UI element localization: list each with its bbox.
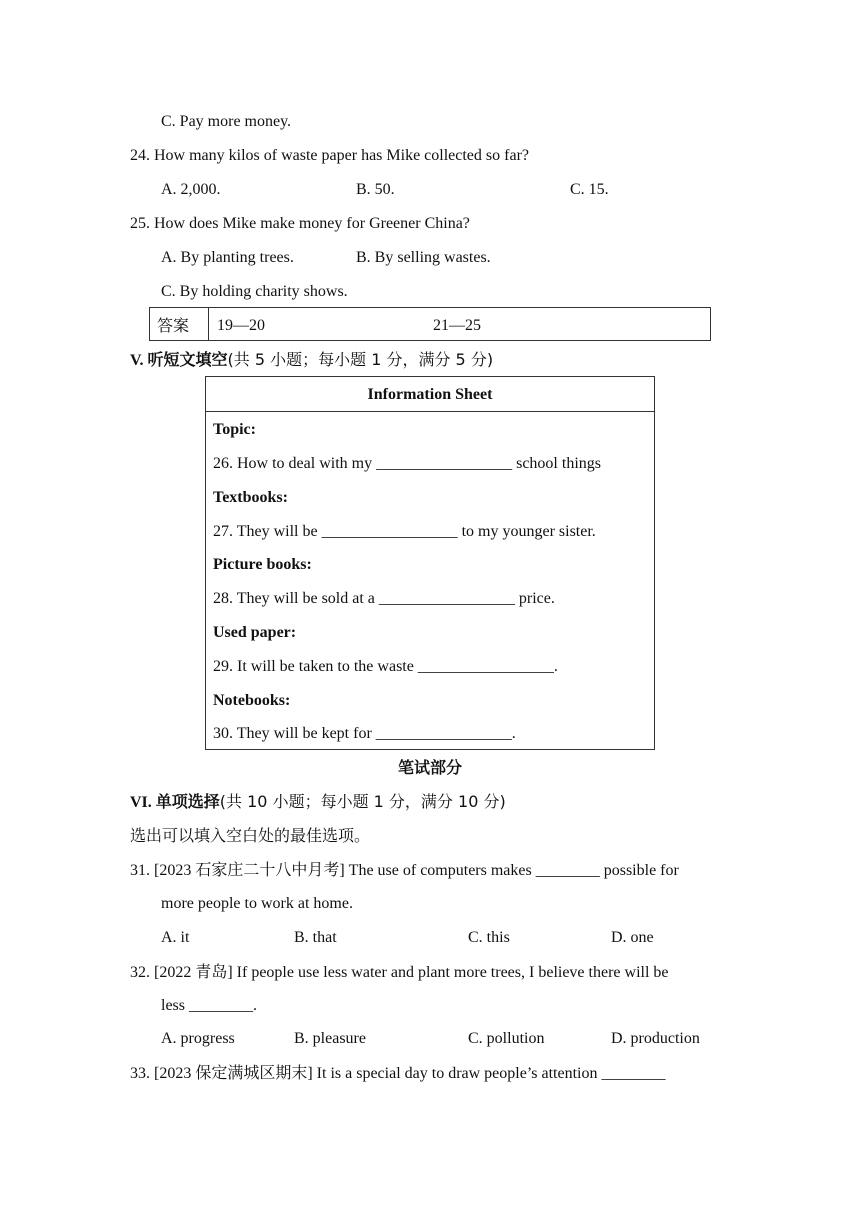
q31-option-b: B. that — [294, 929, 337, 946]
q33-source: 保定满城区期末 — [195, 1063, 308, 1082]
q24-option-c: C. 15. — [570, 181, 609, 198]
q28-blank-line: 28. They will be sold at a _________________ price. — [213, 590, 555, 607]
q23-option-c: C. Pay more money. — [161, 113, 292, 130]
q33-stem-text: ] It is a special day to draw people’s attention ________ — [307, 1065, 666, 1082]
answer-range-19-20: 19—20 — [217, 317, 265, 334]
q25-option-c: C. By holding charity shows. — [161, 283, 348, 300]
information-sheet-title: Information Sheet — [367, 386, 493, 403]
answer-table-divider — [208, 308, 209, 340]
topic-label: Topic: — [213, 421, 256, 438]
section-5-number: V. — [130, 352, 144, 369]
q25-option-a: A. By planting trees. — [161, 249, 294, 266]
q29-blank-line: 29. It will be taken to the waste _________________. — [213, 658, 558, 675]
q32-option-c: C. pollution — [468, 1030, 545, 1047]
q31-option-c: C. this — [468, 929, 510, 946]
q27-blank-line: 27. They will be _________________ to my younger sister. — [213, 523, 596, 540]
q24-option-b: B. 50. — [356, 181, 395, 198]
q33-stem — [130, 1063, 665, 1084]
q31-number: 31. [2023 — [130, 862, 192, 879]
q32-number: 32. [2022 — [130, 964, 192, 981]
written-part-heading: 笔试部分 — [397, 758, 462, 777]
q32-source: 青岛 — [195, 962, 228, 981]
textbooks-label: Textbooks: — [213, 489, 288, 506]
q31-source: 石家庄二十八中月考 — [195, 860, 340, 879]
q31-stem-text: ] The use of computers makes ________ possible for — [339, 862, 679, 879]
q24-stem: 24. How many kilos of waste paper has Mike collected so far? — [130, 147, 529, 164]
section-6-number: VI. — [130, 794, 152, 811]
answer-range-21-25: 21—25 — [433, 317, 481, 334]
q32-option-b: B. pleasure — [294, 1030, 366, 1047]
q31-stem-line-2: more people to work at home. — [161, 895, 353, 912]
q24-option-a: A. 2,000. — [161, 181, 221, 198]
q32-stem-text: ] If people use less water and plant more trees, I believe there will be — [227, 964, 669, 981]
q25-stem: 25. How does Mike make money for Greener China? — [130, 215, 470, 232]
section-5-heading — [130, 350, 493, 371]
section-6-instruction: 选出可以填入空白处的最佳选项。 — [130, 826, 371, 845]
section-6-title: 单项选择 — [155, 792, 220, 811]
q32-stem-line-2: less ________. — [161, 997, 257, 1014]
q31-option-d: D. one — [611, 929, 654, 946]
section-5-note: (共 5 小题；每小题 1 分，满分 5 分) — [227, 350, 494, 369]
used-paper-label: Used paper: — [213, 624, 297, 641]
q33-number: 33. [2023 — [130, 1065, 192, 1082]
answer-label: 答案 — [157, 316, 190, 335]
q25-option-b: B. By selling wastes. — [356, 249, 491, 266]
picture-books-label: Picture books: — [213, 556, 312, 573]
section-6-note: (共 10 小题；每小题 1 分，满分 10 分) — [219, 792, 506, 811]
section-6-heading — [130, 792, 506, 813]
q31-stem — [130, 860, 679, 881]
notebooks-label: Notebooks: — [213, 692, 291, 709]
q31-option-a: A. it — [161, 929, 190, 946]
q32-option-d: D. production — [611, 1030, 700, 1047]
q32-option-a: A. progress — [161, 1030, 235, 1047]
q32-stem — [130, 962, 669, 983]
section-5-title: 听短文填空 — [147, 350, 228, 369]
q30-blank-line: 30. They will be kept for _________________. — [213, 725, 516, 742]
q26-blank-line: 26. How to deal with my _________________ school things — [213, 455, 601, 472]
information-sheet-header-rule — [206, 411, 654, 412]
